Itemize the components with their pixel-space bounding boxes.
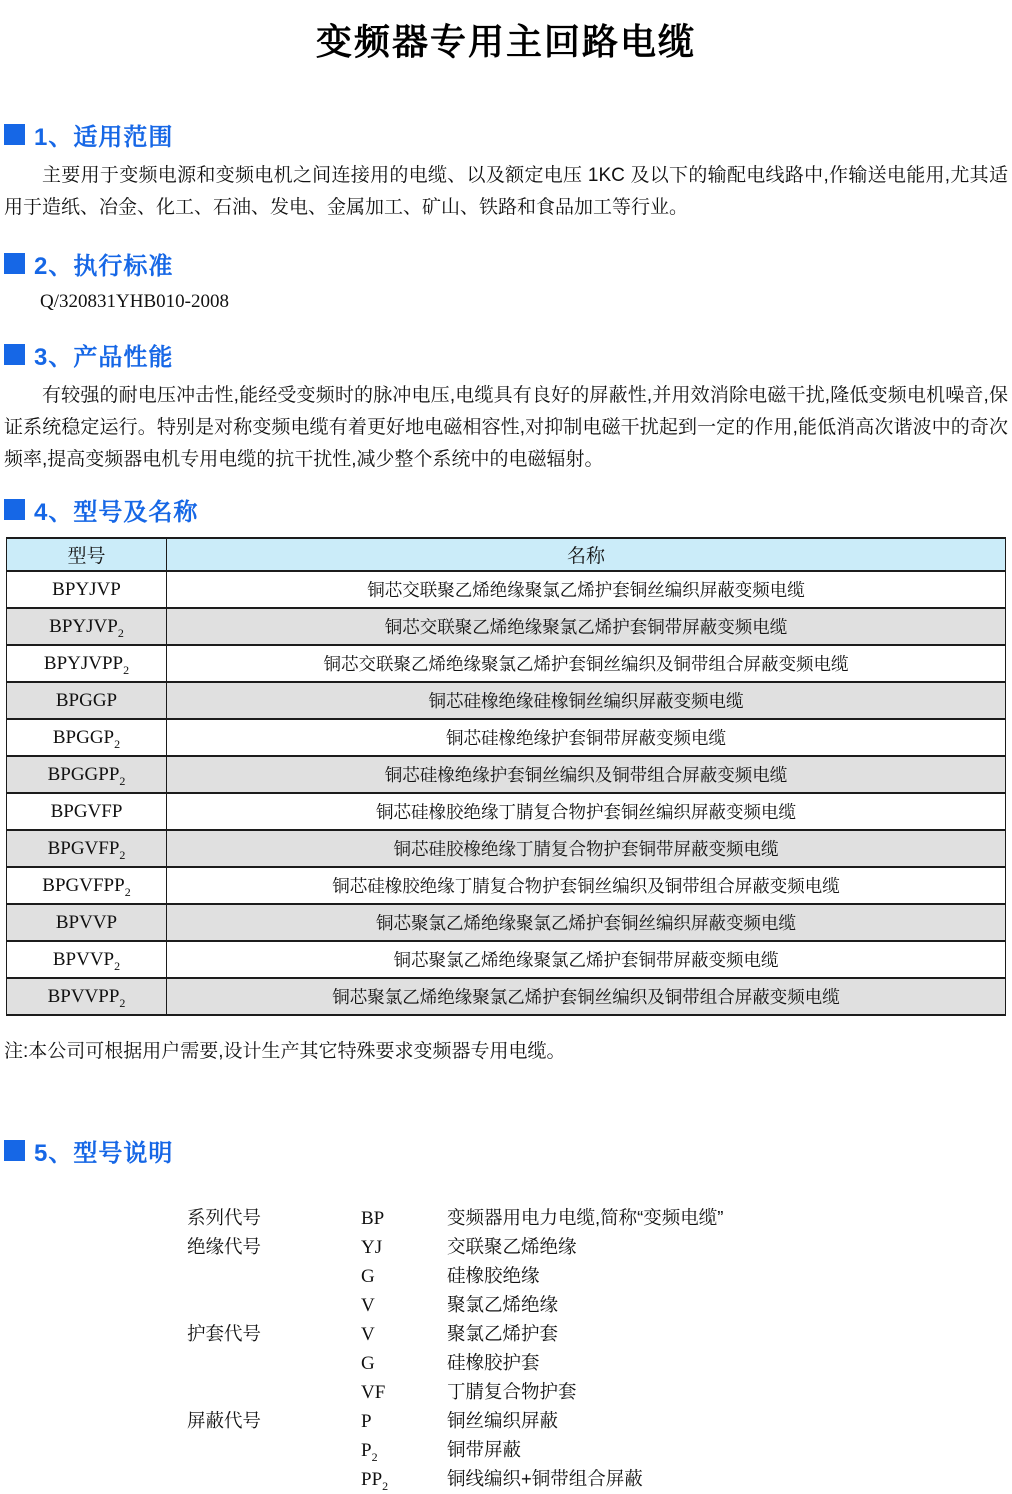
- table-row: [7, 645, 1006, 682]
- legend-row: [187, 1407, 1008, 1436]
- model-name-cell: 铜芯交联聚乙烯绝缘聚氯乙烯护套铜丝编织屏蔽变频电缆: [167, 571, 1006, 608]
- legend-description: 丁腈复合物护套: [447, 1381, 577, 1402]
- legend-row: [187, 1349, 1008, 1378]
- model-name-cell: 铜芯交联聚乙烯绝缘聚氯乙烯护套铜丝编织及铜带组合屏蔽变频电缆: [167, 645, 1006, 682]
- model-name-cell: 铜芯硅胶橡绝缘丁腈复合物护套铜带屏蔽变频电缆: [167, 830, 1006, 867]
- section-heading-model-legend: [4, 1133, 1008, 1168]
- legend-category: 系列代号: [187, 1207, 262, 1228]
- model-code-cell: $BPYJVP_2$: [7, 608, 167, 645]
- table-row: [7, 682, 1006, 719]
- standard-code: Q/320831YHB010-2008: [40, 291, 229, 312]
- legend-row: [187, 1436, 1008, 1465]
- section-heading-models: [4, 492, 1008, 527]
- section-heading-standard: [4, 246, 1008, 281]
- legend-code: G: [361, 1266, 375, 1287]
- table-row: [7, 978, 1006, 1015]
- table-row: [7, 904, 1006, 941]
- model-name-cell: 铜芯硅橡胶绝缘丁腈复合物护套铜丝编织及铜带组合屏蔽变频电缆: [167, 867, 1006, 904]
- model-code-cell: $BPGGP_2$: [7, 719, 167, 756]
- section-marker-icon: [4, 1140, 25, 1161]
- scope-paragraph: 主要用于变频电源和变频电机之间连接用的电缆、以及额定电压 1KC 及以下的输配电线路中,作输送电能用,尤其适用于造纸、冶金、化工、石油、发电、金属加工、矿山、铁路和食品加工等行业。: [4, 165, 1008, 218]
- legend-row: [187, 1465, 1008, 1494]
- model-code-cell: BPYJVP: [7, 571, 167, 608]
- legend-row: [187, 1262, 1008, 1291]
- model-name-cell: 铜芯硅橡绝缘护套铜丝编织及铜带组合屏蔽变频电缆: [167, 756, 1006, 793]
- table-row: [7, 867, 1006, 904]
- legend-category: 屏蔽代号: [187, 1410, 262, 1431]
- legend-code: $P_2$: [361, 1440, 378, 1464]
- column-header-name: 名称: [167, 538, 1006, 571]
- section-heading-scope: [4, 117, 1008, 152]
- legend-code: G: [361, 1353, 375, 1374]
- column-header-model: 型号: [7, 538, 167, 571]
- legend-description: 聚氯乙烯绝缘: [447, 1294, 559, 1315]
- legend-list: [187, 1204, 1008, 1494]
- model-code-cell: $BPGGPP_2$: [7, 756, 167, 793]
- section-marker-icon: [4, 499, 25, 520]
- legend-row: [187, 1291, 1008, 1320]
- legend-row: [187, 1204, 1008, 1233]
- legend-description: 铜线编织+铜带组合屏蔽: [447, 1468, 643, 1489]
- section-marker-icon: [4, 253, 25, 274]
- model-code-cell: BPGGP: [7, 682, 167, 719]
- section-heading-label: 3、产品性能: [34, 344, 174, 371]
- model-name-cell: 铜芯交联聚乙烯绝缘聚氯乙烯护套铜带屏蔽变频电缆: [167, 608, 1006, 645]
- legend-description: 铜丝编织屏蔽: [447, 1410, 559, 1431]
- section-heading-label: 1、适用范围: [34, 124, 174, 151]
- model-code-cell: $BPYJVPP_2$: [7, 645, 167, 682]
- model-code-cell: BPVVP: [7, 904, 167, 941]
- legend-description: 铜带屏蔽: [447, 1439, 522, 1460]
- model-code-cell: BPGVFP: [7, 793, 167, 830]
- legend-description: 聚氯乙烯护套: [447, 1323, 559, 1344]
- legend-code: VF: [361, 1382, 386, 1403]
- table-row: [7, 941, 1006, 978]
- performance-paragraph: 有较强的耐电压冲击性,能经受变频时的脉冲电压,电缆具有良好的屏蔽性,并用效消除电磁干扰,隆低变频电机噪音,保证系统稳定运行。特别是对称变频电缆有着更好地电磁相容性,对抑制电磁干扰起到一定的作用,能低消高次谐波中的奇次频率,提高变频器电机专用电缆的抗干扰性,减少整个系统中的电磁辐射。: [4, 385, 1008, 470]
- model-code-cell: $BPVVPP_2$: [7, 978, 167, 1015]
- table-note: 注:本公司可根据用户需要,设计生产其它特殊要求变频器专用电缆。: [4, 1041, 566, 1062]
- legend-code: $PP_2$: [361, 1469, 389, 1493]
- legend-category: 绝缘代号: [187, 1236, 262, 1257]
- model-name-cell: 铜芯硅橡胶绝缘丁腈复合物护套铜丝编织屏蔽变频电缆: [167, 793, 1006, 830]
- model-name-cell: 铜芯硅橡绝缘护套铜带屏蔽变频电缆: [167, 719, 1006, 756]
- table-row: [7, 793, 1006, 830]
- section-heading-label: 4、型号及名称: [34, 499, 199, 526]
- legend-row: [187, 1378, 1008, 1407]
- model-code-cell: $BPGVFPP_2$: [7, 867, 167, 904]
- legend-code: YJ: [361, 1237, 383, 1258]
- legend-description: 变频器用电力电缆,简称“变频电缆”: [447, 1207, 724, 1228]
- legend-row: [187, 1320, 1008, 1349]
- legend-description: 交联聚乙烯绝缘: [447, 1236, 577, 1257]
- model-name-cell: 铜芯聚氯乙烯绝缘聚氯乙烯护套铜丝编织屏蔽变频电缆: [167, 904, 1006, 941]
- model-table-body: [7, 571, 1006, 1015]
- table-row: [7, 830, 1006, 867]
- section-marker-icon: [4, 124, 25, 145]
- model-name-cell: 铜芯硅橡绝缘硅橡铜丝编织屏蔽变频电缆: [167, 682, 1006, 719]
- table-row: [7, 756, 1006, 793]
- model-name-table: [6, 537, 1006, 1016]
- legend-description: 硅橡胶护套: [447, 1352, 540, 1373]
- model-name-cell: 铜芯聚氯乙烯绝缘聚氯乙烯护套铜丝编织及铜带组合屏蔽变频电缆: [167, 978, 1006, 1015]
- legend-code: BP: [361, 1208, 385, 1229]
- model-code-cell: $BPVVP_2$: [7, 941, 167, 978]
- legend-category: 护套代号: [187, 1323, 262, 1344]
- model-name-cell: 铜芯聚氯乙烯绝缘聚氯乙烯护套铜带屏蔽变频电缆: [167, 941, 1006, 978]
- table-row: [7, 608, 1006, 645]
- table-row: [7, 719, 1006, 756]
- section-heading-label: 2、执行标准: [34, 253, 174, 280]
- legend-code: V: [361, 1324, 375, 1345]
- legend-code: P: [361, 1411, 372, 1432]
- table-header-row: [7, 538, 1006, 571]
- legend-row: [187, 1233, 1008, 1262]
- legend-description: 硅橡胶绝缘: [447, 1265, 540, 1286]
- section-heading-performance: [4, 337, 1008, 372]
- legend-code: V: [361, 1295, 375, 1316]
- section-marker-icon: [4, 344, 25, 365]
- model-code-cell: $BPGVFP_2$: [7, 830, 167, 867]
- section-heading-label: 5、型号说明: [34, 1140, 174, 1167]
- page-title: 变频器专用主回路电缆: [315, 21, 696, 62]
- table-row: [7, 571, 1006, 608]
